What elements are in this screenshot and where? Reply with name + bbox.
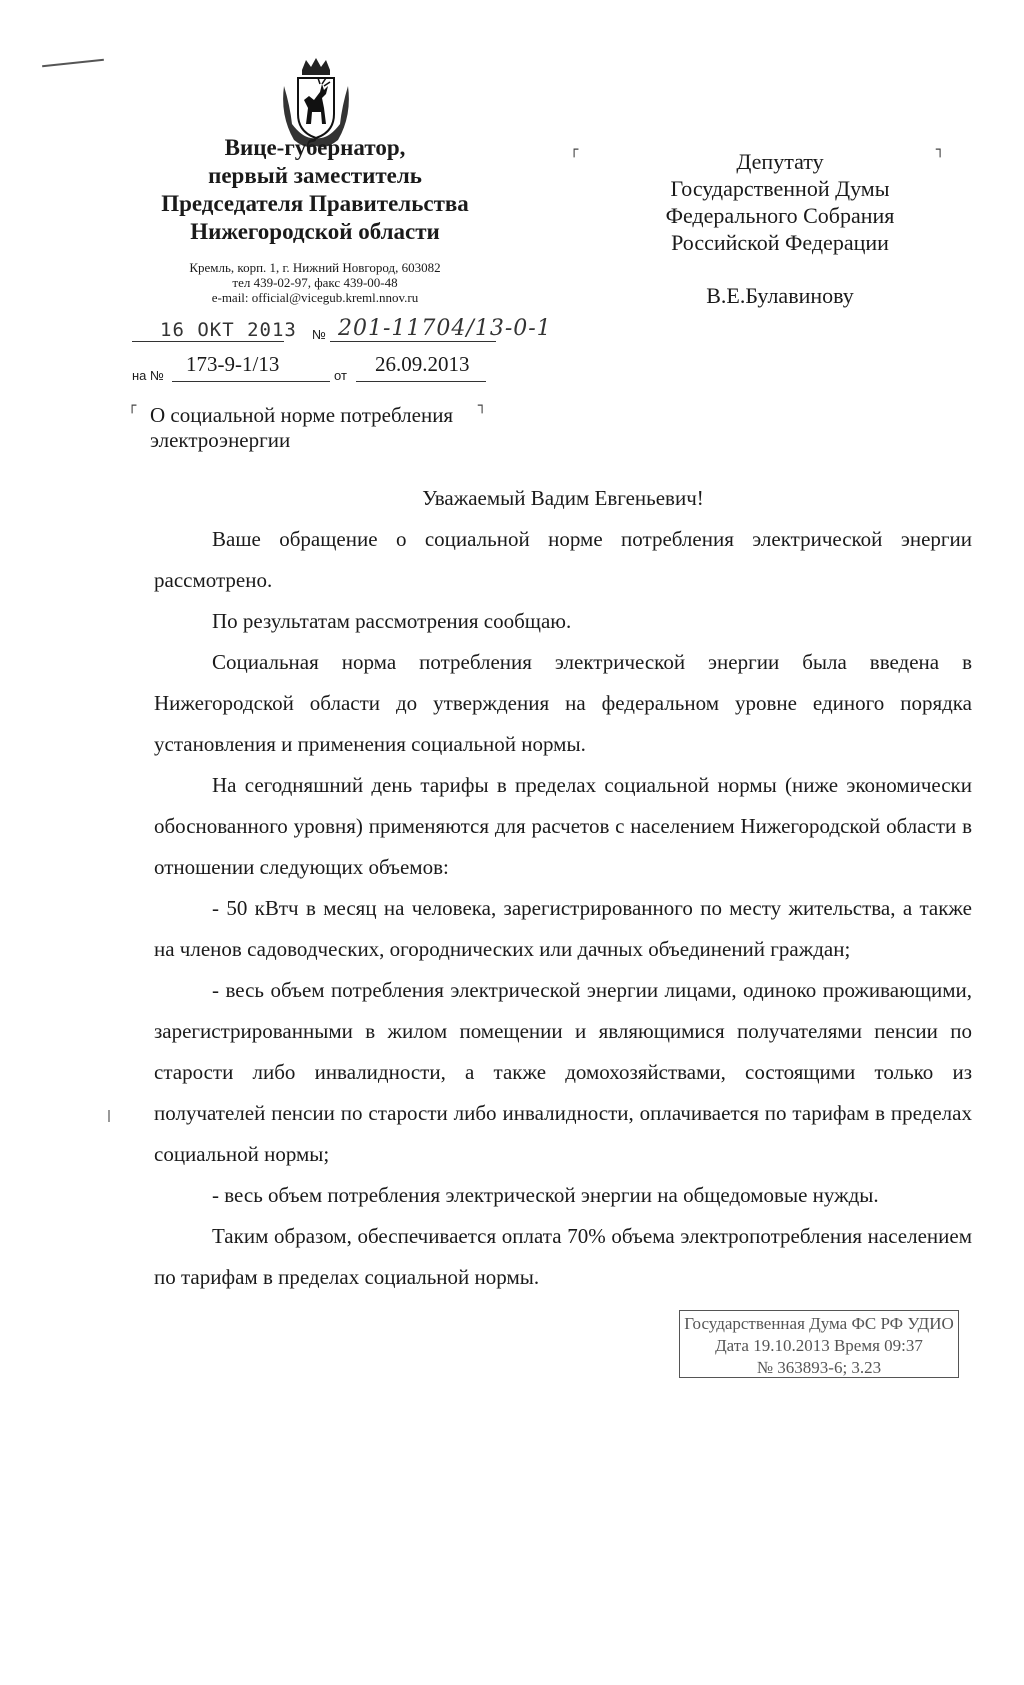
outgoing-date-stamp: 16 ОКТ 2013 bbox=[160, 319, 297, 341]
number-underline bbox=[330, 341, 496, 342]
subject-block bbox=[150, 403, 500, 453]
greeting: Уважаемый Вадим Евгеньевич! bbox=[422, 486, 704, 510]
recipient-block bbox=[630, 148, 930, 309]
scan-artifact-tick bbox=[108, 1110, 110, 1122]
sender-block bbox=[130, 134, 500, 305]
stamp-line: Государственная Дума ФС РФ УДИО bbox=[684, 1314, 954, 1333]
stamp-line: Дата 19.10.2013 Время 09:37 bbox=[715, 1336, 923, 1355]
address-window-corner-right: ┐ bbox=[936, 142, 945, 158]
body-list-item: - 50 кВтч в месяц на человека, зарегистрированного по месту жительства, а также на членов садоводческих, огороднических или дачных объединений граждан; bbox=[154, 896, 972, 961]
date-underline bbox=[132, 341, 284, 342]
in-reply-label: на № bbox=[132, 368, 164, 383]
stamp-line: № 363893-6; 3.23 bbox=[756, 1358, 882, 1377]
incoming-registration-stamp bbox=[679, 1310, 959, 1378]
recipient-line: Федерального Собрания bbox=[665, 203, 895, 228]
sender-email-line: e-mail: official@vicegub.kreml.nnov.ru bbox=[211, 290, 419, 305]
recipient-name: В.Е.Булавинову bbox=[706, 283, 854, 308]
subject-line: О социальной норме потребления bbox=[150, 403, 454, 427]
body-list-item: - весь объем потребления электрической энергии лицами, одиноко проживающими, зарегистрированными в жилом помещении и являющимися получателями пенсии по старости либо инвалидности, а также домохозяйствами, состоящими только из получателей пенсии по старости либо инвалидности, оплачивается по тарифам в пределах социальной нормы; bbox=[154, 978, 972, 1166]
body-paragraph: Таким образом, обеспечивается оплата 70% объема электропотребления населением по тарифам в пределах социальной нормы. bbox=[154, 1224, 972, 1289]
in-reply-number: 173-9-1/13 bbox=[186, 352, 280, 376]
from-date-underline bbox=[356, 381, 486, 382]
body-paragraph: По результатам рассмотрения сообщаю. bbox=[212, 609, 572, 633]
recipient-line: Государственной Думы bbox=[670, 176, 890, 201]
sender-title-line: Председателя Правительства bbox=[161, 191, 469, 216]
in-reply-underline bbox=[172, 381, 330, 382]
sender-title-line: первый заместитель bbox=[208, 163, 422, 188]
in-reply-date: 26.09.2013 bbox=[375, 352, 470, 376]
body-paragraph: На сегодняшний день тарифы в пределах социальной нормы (ниже экономически обоснованного уровня) применяются для расчетов с населением Нижегородской области в отношении следующих объемов: bbox=[154, 773, 972, 879]
sender-address-line: Кремль, корп. 1, г. Нижний Новгород, 603082 bbox=[189, 260, 441, 275]
body-paragraph: Социальная норма потребления электрической энергии была введена в Нижегородской области до утверждения на федеральном уровне единого порядка установления и применения социальной нормы. bbox=[154, 650, 972, 756]
sender-phone-line: тел 439-02-97, факс 439-00-48 bbox=[232, 275, 398, 290]
subject-line: электроэнергии bbox=[150, 428, 291, 452]
sender-title-line: Нижегородской области bbox=[190, 219, 440, 244]
sender-title-line: Вице-губернатор, bbox=[224, 135, 406, 160]
body-list-item: - весь объем потребления электрической энергии на общедомовые нужды. bbox=[212, 1183, 879, 1207]
outgoing-number-handwritten: 201-11704/13-0-1 bbox=[338, 316, 552, 341]
recipient-line: Депутату bbox=[736, 149, 824, 174]
subject-corner-right: ┐ bbox=[478, 398, 487, 414]
from-label: от bbox=[334, 368, 347, 383]
subject-corner-left: ┌ bbox=[128, 398, 137, 414]
address-window-corner-left: ┌ bbox=[570, 142, 579, 158]
scan-artifact-mark bbox=[42, 59, 104, 67]
recipient-line: Российской Федерации bbox=[671, 230, 889, 255]
body-paragraph: Ваше обращение о социальной норме потребления электрической энергии рассмотрено. bbox=[154, 527, 972, 592]
outgoing-number-label: № bbox=[312, 327, 326, 342]
letter-body bbox=[154, 478, 972, 1298]
